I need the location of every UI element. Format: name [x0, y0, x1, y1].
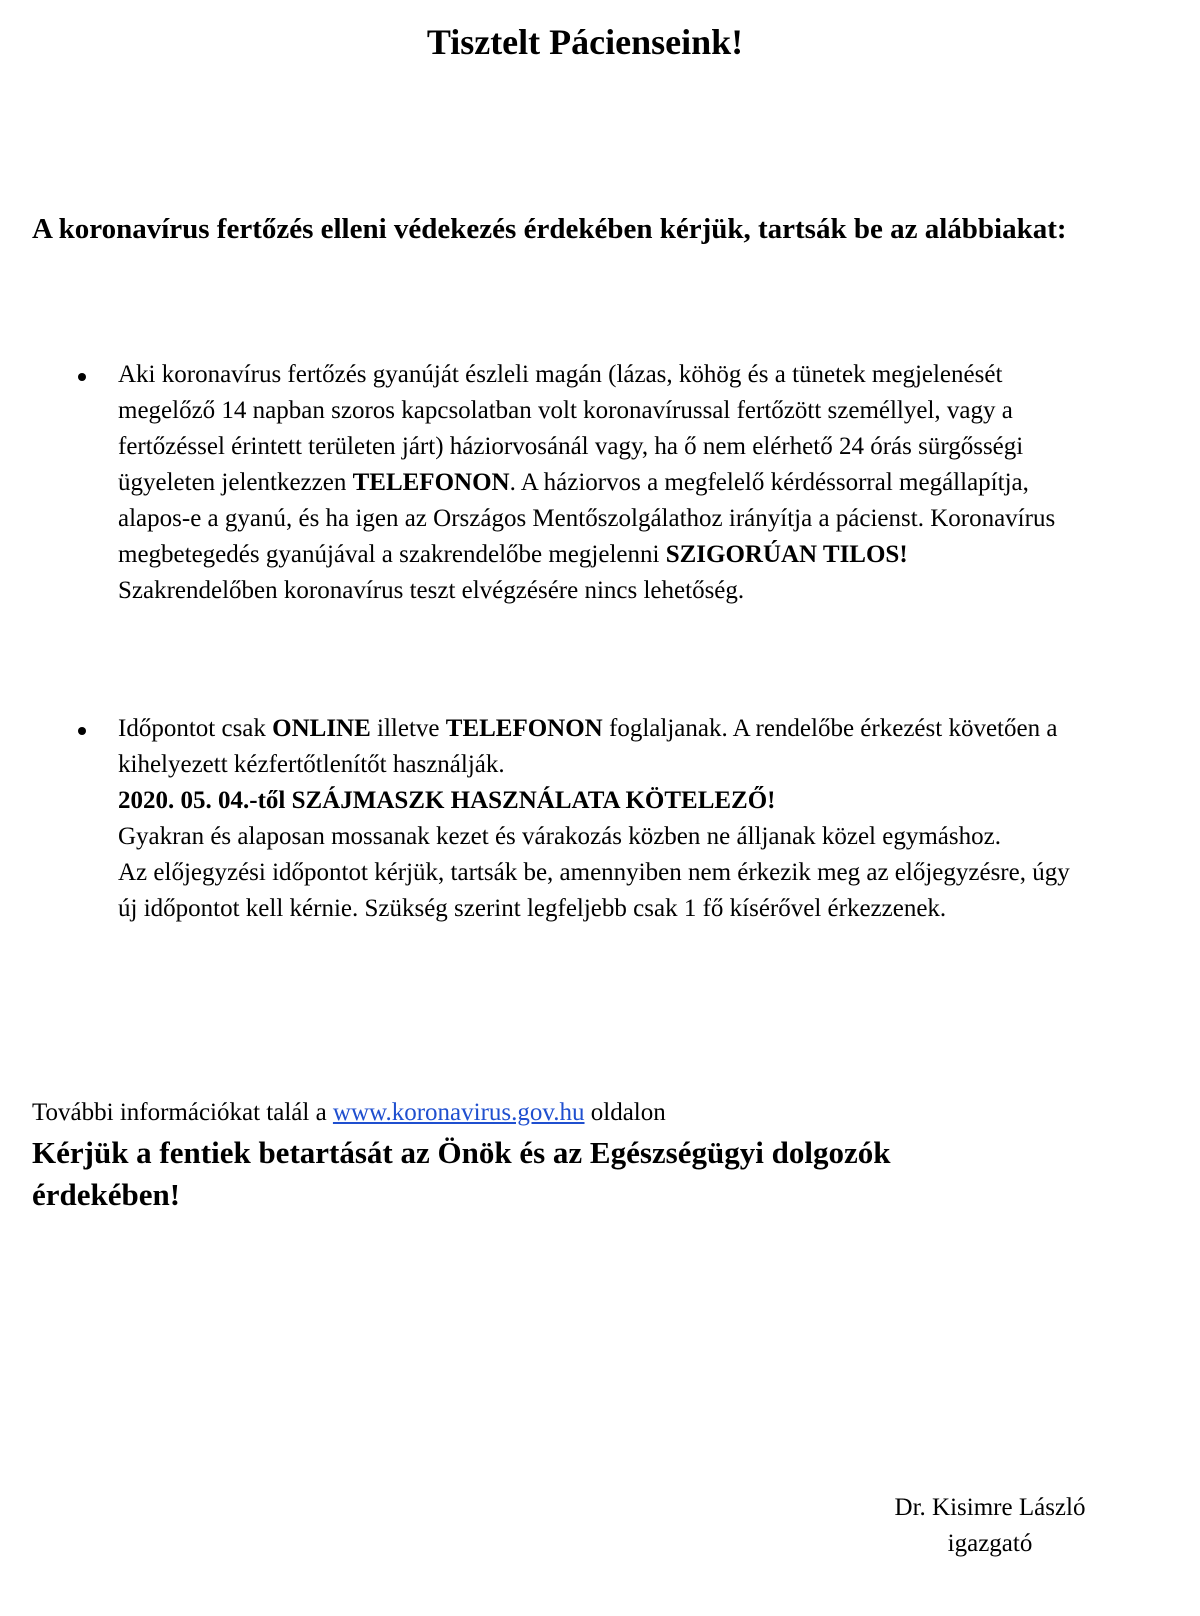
info-text-before: További információkat talál a	[32, 1099, 333, 1126]
list-item-text	[118, 357, 1078, 609]
text-segment: Időpontot csak	[118, 715, 273, 742]
bullet-icon	[78, 727, 86, 735]
signature-role: igazgató	[947, 1530, 1033, 1557]
page-title: Tisztelt Pácienseink!	[426, 22, 744, 62]
text-segment: Gyakran és alaposan mossanak kezet és várakozás közben ne álljanak közel egymáshoz.	[118, 823, 1001, 850]
text-segment: Aki koronavírus fertőzés gyanúját észleli magán (lázas, köhög és a tünetek megjelenését megelőző 14 napban szoros kapcsolatban volt koronavírussal fertőzött személlyel, vagy a fertőzéssel érintett területen járt) háziorvosánál vagy, ha ő nem elérhető 24 órás sürgősségi ügyeleten jelentkezzen	[118, 361, 1024, 496]
bold-text-segment: TELEFONON	[352, 469, 510, 496]
signature-name: Dr. Kisimre László	[894, 1494, 1086, 1521]
info-line	[32, 1095, 666, 1131]
text-segment: foglaljanak. A rendelőbe érkezést követően a kihelyezett kézfertőtlenítőt használják.	[118, 715, 1058, 778]
list-item-text	[118, 711, 1078, 927]
text-segment: Szakrendelőben koronavírus teszt elvégzésére nincs lehetőség.	[118, 577, 745, 604]
signature-block	[850, 1490, 1130, 1562]
bold-text-segment: ONLINE	[272, 715, 371, 742]
text-segment: . A háziorvos a megfelelő kérdéssorral megállapítja, alapos-e a gyanú, és ha igen az Országos Mentőszolgálathoz irányítja a pácienst. Koronavírus megbetegedés gyanújával a szakrendelőbe megjelenni	[118, 469, 1056, 568]
info-text-after: oldalon	[584, 1099, 666, 1126]
koronavirus-link[interactable]: www.koronavirus.gov.hu	[332, 1099, 585, 1126]
closing-request: Kérjük a fentiek betartását az Önök és az Egészségügyi dolgozók érdekében!	[32, 1135, 891, 1212]
bold-text-segment: TELEFONON	[445, 715, 603, 742]
mask-requirement-text: 2020. 05. 04.-től SZÁJMASZK HASZNÁLATA KÖTELEZŐ!	[118, 787, 776, 814]
bold-text-segment: SZIGORÚAN TILOS!	[665, 541, 908, 568]
intro-heading: A koronavírus fertőzés elleni védekezés érdekében kérjük, tartsák be az alábbiakat:	[32, 213, 1067, 245]
bullet-icon	[78, 373, 86, 381]
text-segment: illetve	[370, 715, 446, 742]
text-segment: Az előjegyzési időpontot kérjük, tartsák be, amennyiben nem érkezik meg az előjegyzésre, úgy új időpontot kell kérnie. Szükség szerint legfeljebb csak 1 fő kísérővel érkezzenek.	[118, 859, 1070, 922]
